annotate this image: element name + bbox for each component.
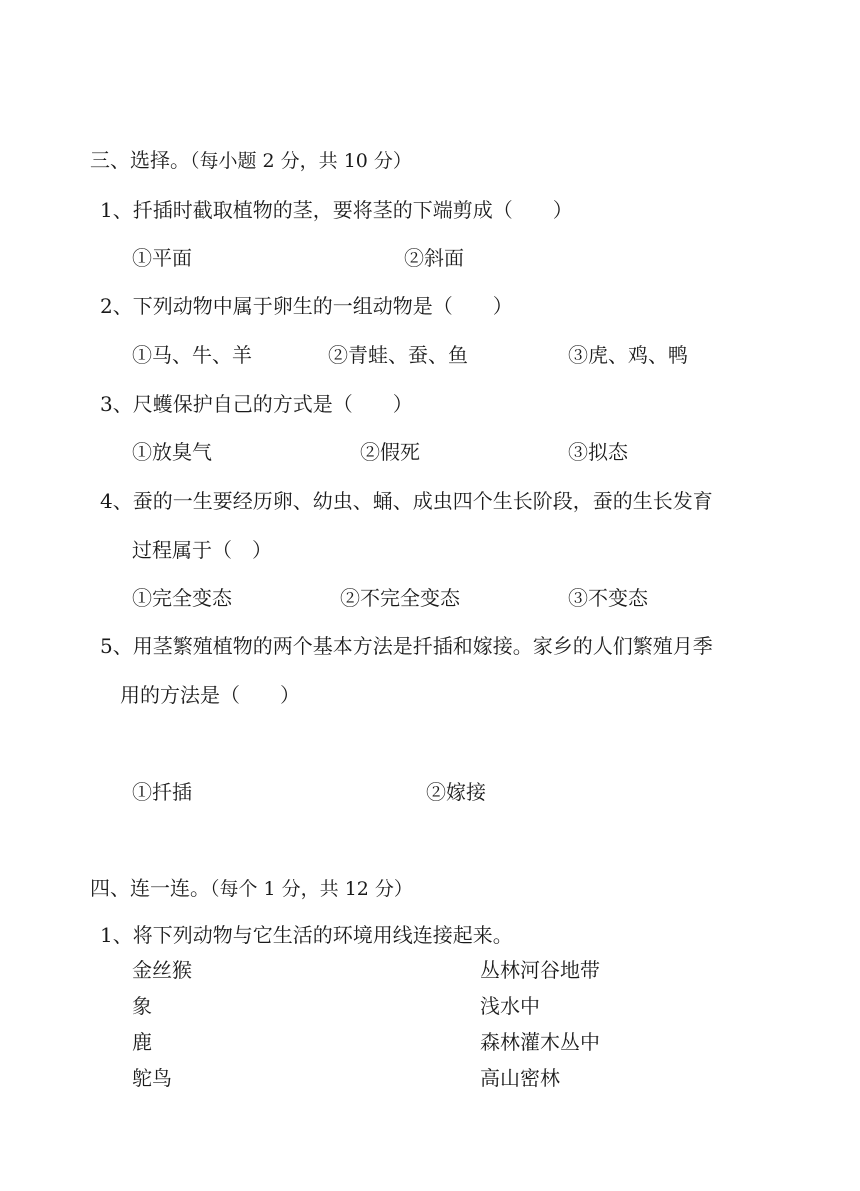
question-5-text-continued: 用的方法是（ ） [120,683,300,707]
habitat-item[interactable]: 森林灌木丛中 [480,1030,600,1054]
question-3-option-1[interactable]: ①放臭气 [132,440,212,464]
habitat-item[interactable]: 高山密林 [480,1066,560,1090]
section4-instruction: 1、将下列动物与它生活的环境用线连接起来。 [100,923,513,947]
section3-title: 三、选择。 [90,148,190,172]
question-4-option-3[interactable]: ③不变态 [568,586,648,610]
section4-title: 四、连一连。 [90,876,210,900]
section3-score-note: （每小题 2 分，共 10 分） [190,150,412,172]
question-3-text: 3、尺蠖保护自己的方式是（ ） [100,392,413,416]
question-2-option-3[interactable]: ③虎、鸡、鸭 [568,343,688,367]
question-5-option-2[interactable]: ②嫁接 [426,780,486,804]
question-2-text: 2、下列动物中属于卵生的一组动物是（ ） [100,294,513,318]
question-3-option-3[interactable]: ③拟态 [568,440,628,464]
animal-item[interactable]: 金丝猴 [132,958,192,982]
question-2-option-2[interactable]: ②青蛙、蚕、鱼 [328,343,468,367]
question-4-option-2[interactable]: ②不完全变态 [340,586,460,610]
question-5-text: 5、用茎繁殖植物的两个基本方法是扦插和嫁接。家乡的人们繁殖月季 [100,634,713,658]
question-2-option-1[interactable]: ①马、牛、羊 [132,343,252,367]
section3-heading [90,150,412,171]
question-4-text-continued: 过程属于（ ） [132,538,272,562]
question-5-option-1[interactable]: ①扦插 [132,780,192,804]
question-1-text: 1、扦插时截取植物的茎，要将茎的下端剪成（ ） [100,198,573,222]
section4-score-note: （每个 1 分，共 12 分） [210,878,413,900]
habitat-item[interactable]: 丛林河谷地带 [480,958,600,982]
animal-item[interactable]: 鸵鸟 [132,1066,172,1090]
question-4-option-1[interactable]: ①完全变态 [132,586,232,610]
question-3-option-2[interactable]: ②假死 [360,440,420,464]
question-1-option-2[interactable]: ②斜面 [404,246,464,270]
question-1-option-1[interactable]: ①平面 [132,246,192,270]
section4-heading [90,878,413,899]
animal-item[interactable]: 鹿 [132,1030,152,1054]
animal-item[interactable]: 象 [132,994,152,1018]
question-4-text: 4、蚕的一生要经历卵、幼虫、蛹、成虫四个生长阶段，蚕的生长发育 [100,489,713,513]
habitat-item[interactable]: 浅水中 [480,994,540,1018]
